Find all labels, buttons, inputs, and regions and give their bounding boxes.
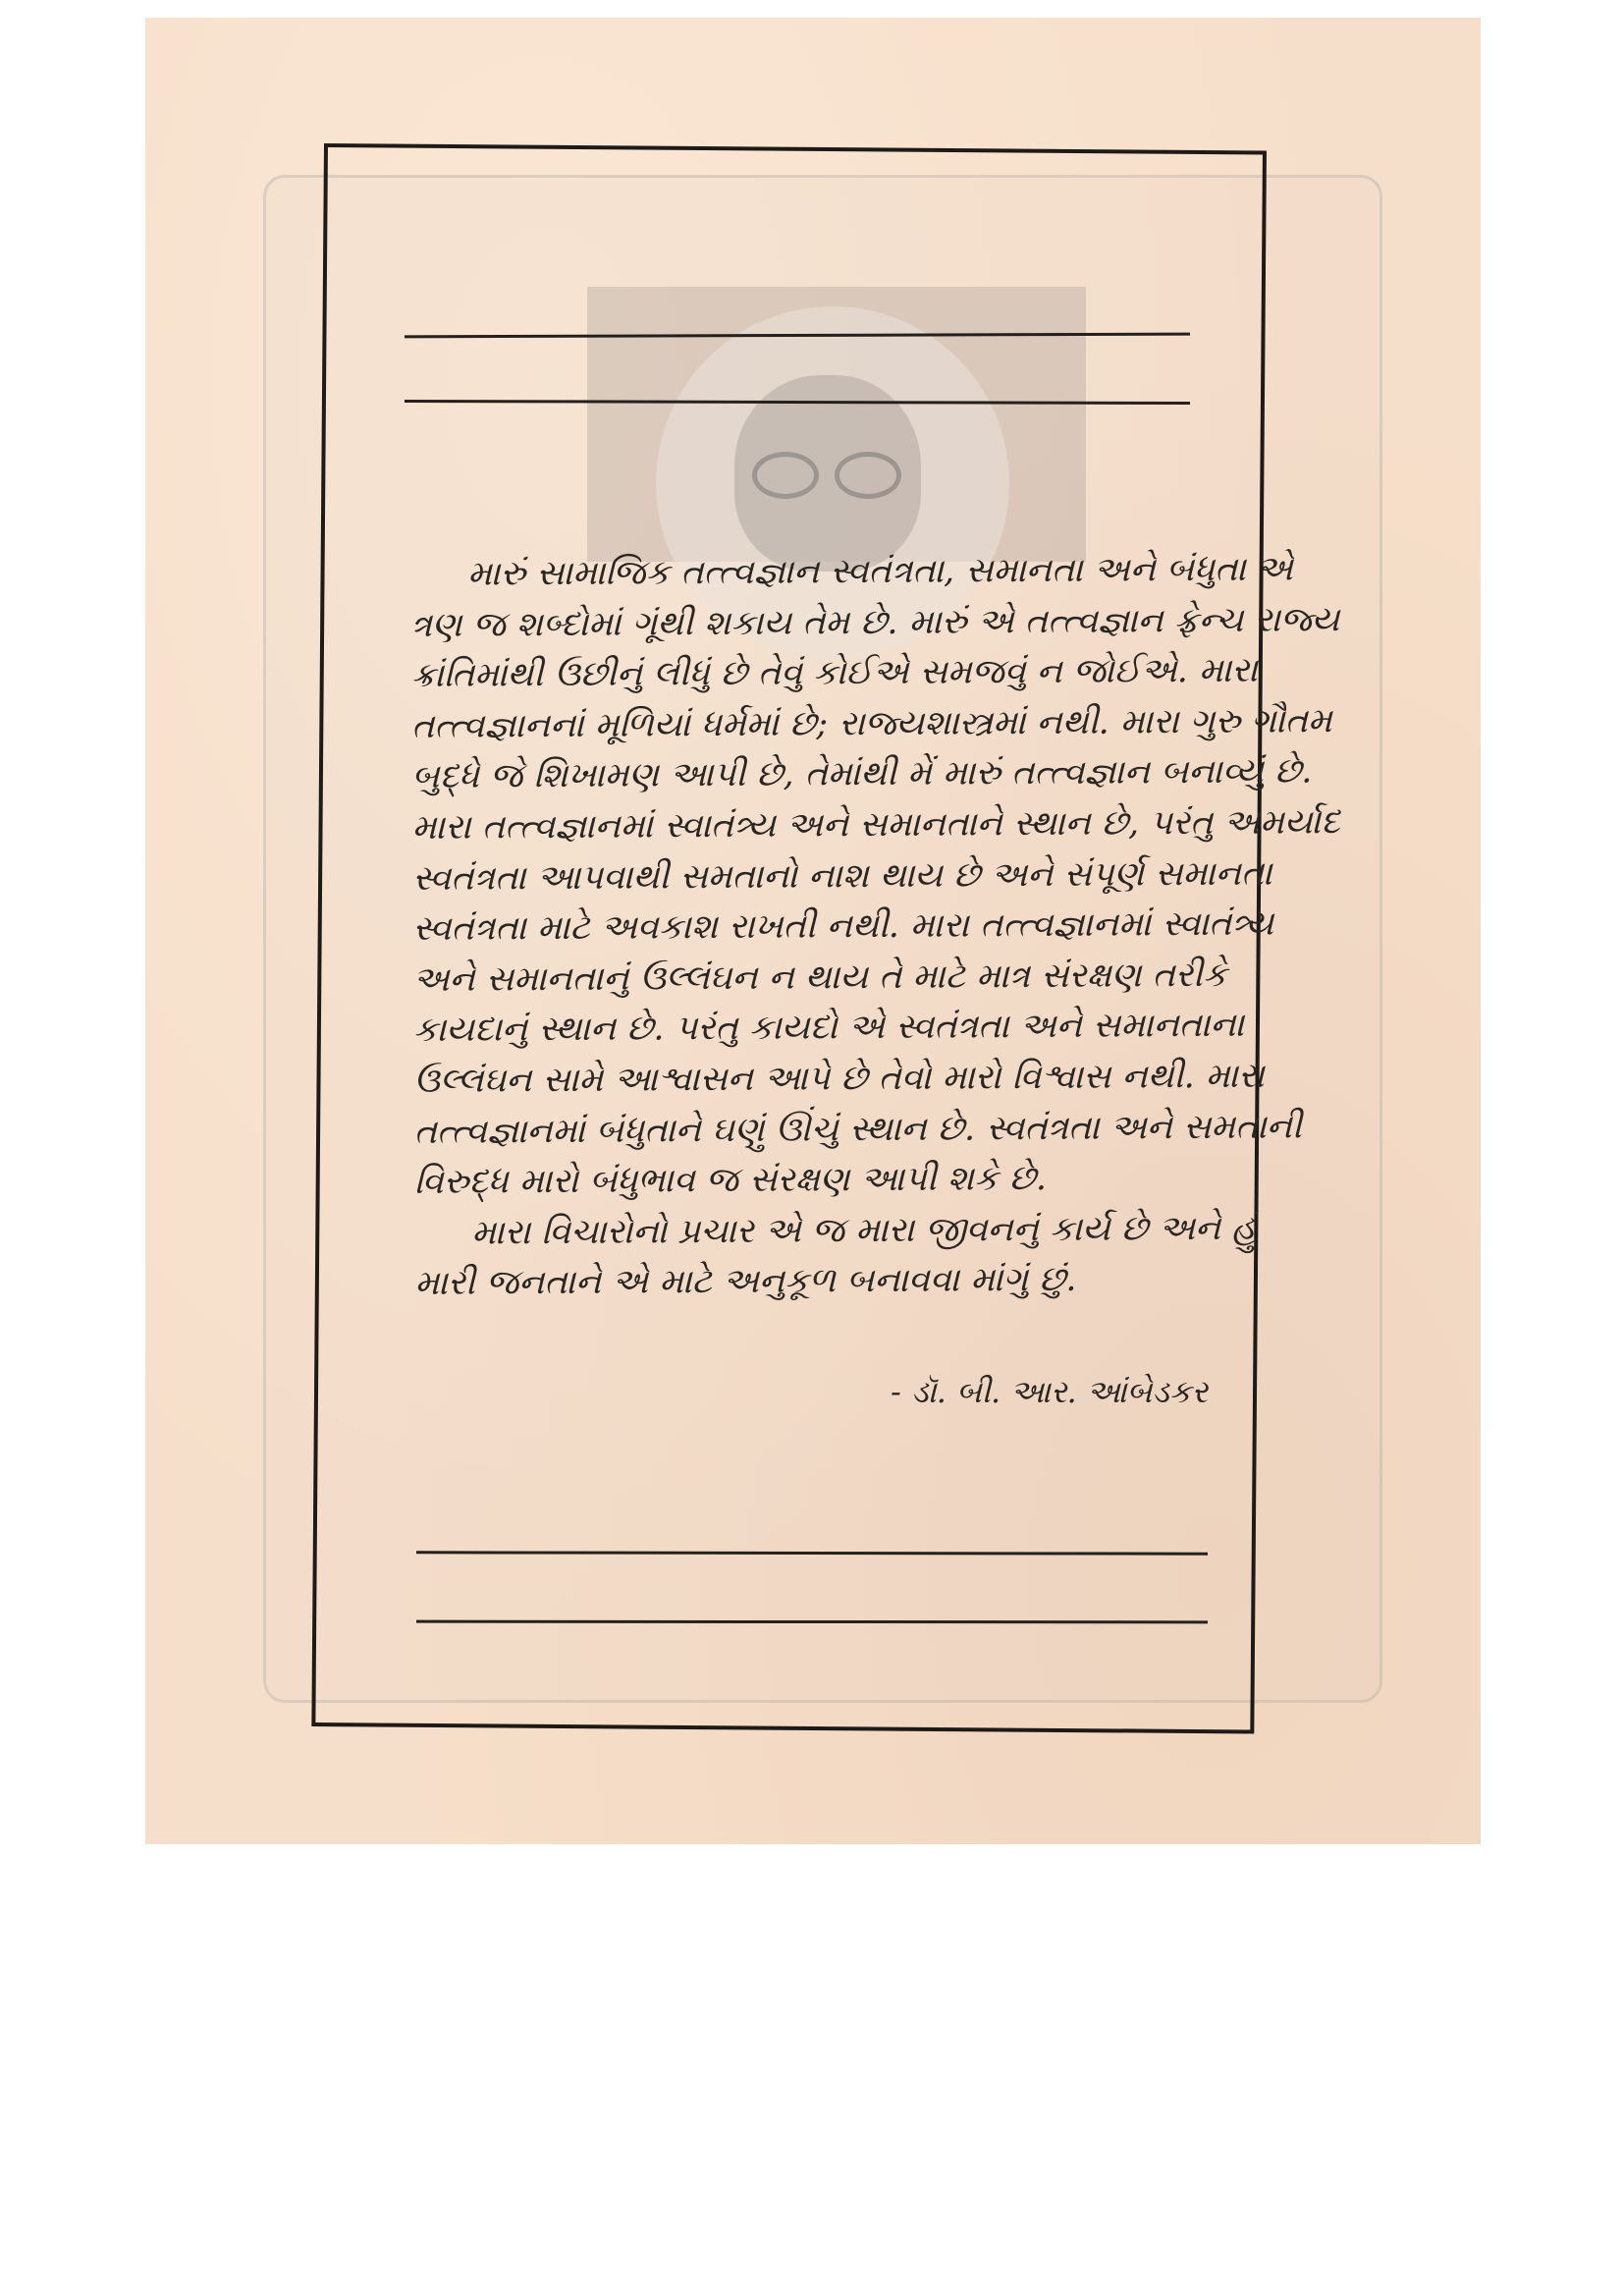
text-line: મારું સામાજિક તત્ત્વજ્ઞાન સ્વતંત્રતા, સમાનતા અને બંધુતા એ bbox=[467, 549, 1294, 594]
author-signature: - ડૉ. બી. આર. આંબેડકર bbox=[890, 1373, 1208, 1410]
text-line: બુદ્ધે જે શિખામણ આપી છે, તેમાંથી મેં મારું તત્ત્વજ્ઞાન બનાવ્યું છે. bbox=[411, 751, 1313, 797]
text-line: તત્ત્વજ્ઞાનનાં મૂળિયાં ધર્મમાં છે; રાજ્યશાસ્ત્રમાં નથી. મારા ગુરુ ગૌતમ bbox=[410, 701, 1332, 746]
text-line: મારી જનતાને એ માટે અનુકૂળ બનાવવા માંગું છું. bbox=[414, 1260, 1077, 1304]
text-line: વિરુદ્ધ મારો બંધુભાવ જ સંરક્ષણ આપી શકે છે. bbox=[413, 1159, 1048, 1203]
text-line: ત્રણ જ શબ્દોમાં ગૂંથી શકાય તેમ છે. મારું એ તત્ત્વજ્ઞાન ફ્રેન્ચ રાજ્ય bbox=[410, 599, 1340, 645]
text-line: સ્વતંત્રતા માટે અવકાશ રાખતી નથી. મારા તત્ત્વજ્ઞાનમાં સ્વાતંત્ર્ય bbox=[412, 903, 1274, 950]
quote-text bbox=[410, 545, 1340, 1310]
text-line: મારા વિચારોનો પ્રચાર એ જ મારા જીવનનું કાર્ય છે અને હું bbox=[471, 1208, 1257, 1253]
text-line: કાયદાનું સ્થાન છે. પરંતુ કાયદો એ સ્વતંત્રતા અને સમાનતાના bbox=[412, 1006, 1245, 1051]
text-line: અને સમાનતાનું ઉલ્લંઘન ન થાય તે માટે માત્ર સંરક્ષણ તરીકે bbox=[412, 955, 1227, 1000]
text-line: સ્વતંત્રતા આપવાથી સમતાનો નાશ થાય છે અને સંપૂર્ણ સમાનતા bbox=[411, 853, 1272, 899]
text-line: મારા તત્ત્વજ્ઞાનમાં સ્વાતંત્ર્ય અને સમાનતાને સ્થાન છે, પરંતુ અમર્યાદ bbox=[411, 802, 1340, 847]
text-line: તત્ત્વજ્ઞાનમાં બંધુતાને ઘણું ઊંચું સ્થાન છે. સ્વતંત્રતા અને સમતાની bbox=[413, 1106, 1303, 1152]
text-line: ક્રાંતિમાંથી ઉછીનું લીધું છે તેવું કોઈએ સમજવું ન જોઈએ. મારા bbox=[410, 650, 1259, 696]
text-line: ઉલ્લંઘન સામે આશ્વાસન આપે છે તેવો મારો વિશ્વાસ નથી. મારા bbox=[413, 1056, 1265, 1101]
